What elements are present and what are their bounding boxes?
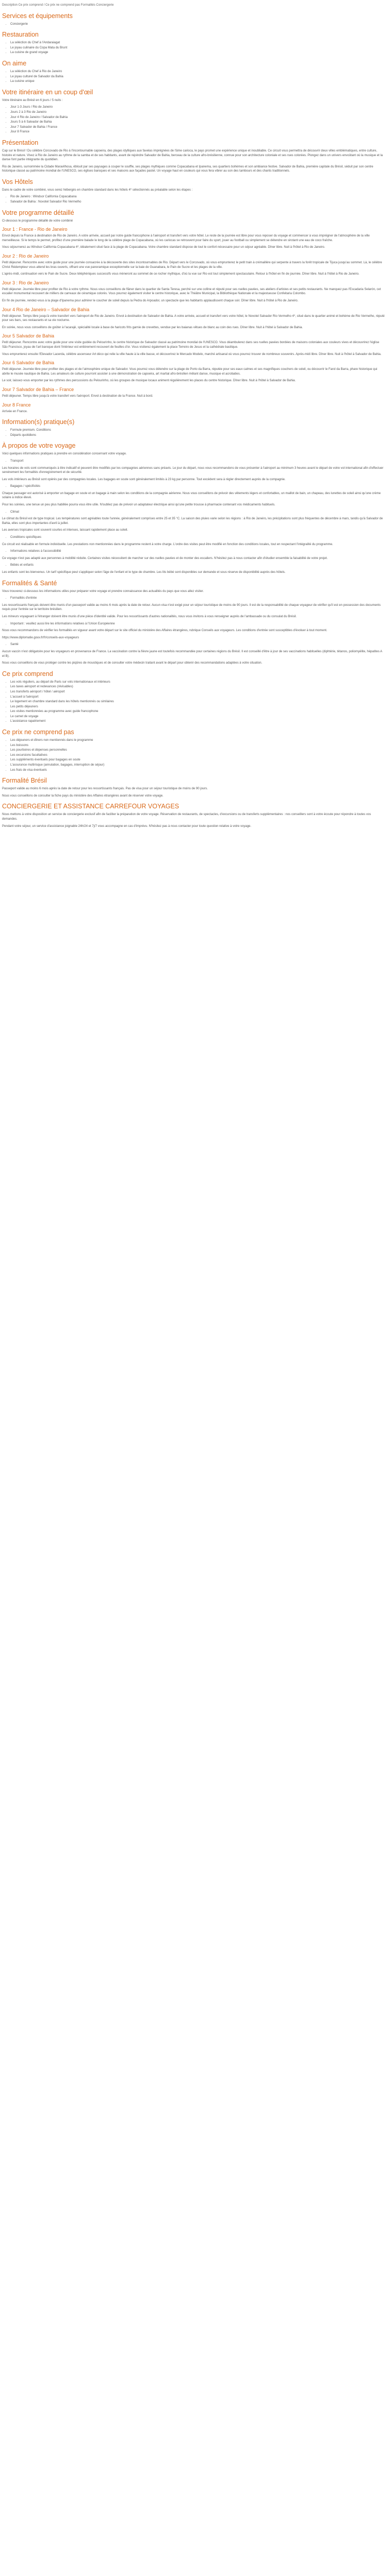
conciergerie-body: [2, 812, 385, 828]
list-item: • Salvador de Bahia : Novotel Salvador Rio Vermelho: [10, 200, 385, 205]
hotels-heading: Vos Hôtels: [2, 178, 33, 185]
inclus-list: [2, 680, 385, 724]
day-heading: Jour 5 Salvador de Bahia: [2, 333, 55, 339]
programme-days: [2, 227, 385, 414]
list-item: • Rio de Janeiro : Windsor California Copacabana: [10, 195, 385, 199]
list-item: • Les taxes aéroport et redevances (révisables): [10, 685, 385, 689]
day-heading: Jour 6 Salvador de Bahia: [2, 360, 55, 366]
section-paragraph: Les ressortissants français doivent être munis d'un passeport valide au moins 6 mois après la date de retour. Aucun visa n'est exigé pour un séjour touristique de moins de 90 jours. Il est de la responsabilité de chaque voyageur de vérifier qu'il est en possession des documents requis pour l'entrée sur le territoire brésilien.: [2, 603, 381, 612]
hotels-intro: Dans le cadre de votre combiné, vous serez hébergés en chambre standard dans les hôtels 4* sélectionnés au préalable selon les étapes :: [2, 188, 193, 192]
on-aime-list: [2, 70, 385, 84]
list-item: • L'assurance multirisque (annulation, bagages, interruption de séjour): [10, 763, 385, 768]
paragraph: Cap sur le Brésil ! Du célèbre Corcovado de Rio à l'incontournable capoeira, des plages idylliques aux favelas imprégnées de l'âme carioca, le pays promet une expérience unique et inoubliable. Ce circuit vous permettra de découvrir deux villes emblématiques, entre culture, histoire et nature. Vivez à Rio de Janeiro au rythme de la samba et de ses habitants, avant de rejoindre Salvador de Bahia, berceau de la culture afro-brésilienne, connue pour son architecture coloniale et ses rues colorées. Plongez dans un univers envoûtant où la musique et la danse font partie intégrante du quotidien.: [2, 149, 383, 162]
list-item: • Les suppléments éventuels pour bagages en soute: [10, 758, 385, 762]
day-paragraph: Petit déjeuner. Journée libre pour profiter des plages et de l'atmosphère unique de Salvador. Vous pourrez vous détendre sur la plage de Porto da Barra, réputée pour ses eaux calmes et ses magnifiques couchers de soleil, ou découvrir le Farol da Barra, phare historique qui abrite le musée nautique de Bahia. Les amateurs de culture pourront assister à une démonstration de capoeira, art martial afro-brésilien mêlant danse, musique et acrobaties.: [2, 368, 378, 376]
list-item: • La séléction du Chef à l'Andaraiagat: [10, 41, 385, 45]
day-paragraph: Petit déjeuner. Temps libre jusqu'à votre transfert vers l'aéroport de Rio de Janeiro. Envol à destination de Salvador de Bahia. A votre arrivée, accueil et transfert vers votre hôtel, le Novotel Salvador Rio Vermelho 4*, situé dans le quartier animé et bohème de Rio Vermelho, réputé pour ses bars, ses restaurants et sa vie nocturne.: [2, 314, 385, 323]
section-paragraph: Les enfants sont les bienvenus. Un tarif spécifique peut s'appliquer selon l'âge de l'enfant et le type de chambre. Les lits bébé sont disponibles sur demande et sous réserve de disponibilité auprès des hôtels.: [2, 571, 286, 574]
section-label: • Formalités d'entrée: [10, 596, 385, 601]
list-item: • Les déjeuners et dîners non mentionnés dans le programme: [10, 738, 385, 743]
section-label: • Transport: [10, 459, 385, 464]
section-paragraph: Pour les soirées, une tenue un peu plus habillée pourra vous être utile. N'oubliez pas de prévoir un adaptateur électrique ainsi qu'une petite trousse à pharmacie contenant vos médicaments habituels.: [2, 503, 275, 507]
list-item: • Le carnet de voyage: [10, 715, 385, 719]
list-item: • Jours 5 à 6 Salvador de Bahia: [10, 120, 385, 125]
itinerary-heading: Votre itinéraire en un coup d'œil: [2, 88, 93, 96]
list-item: • Les excursions facultatives: [10, 753, 385, 758]
list-item: • Départs quotidiens: [10, 433, 385, 438]
day-paragraph: Vous emprunterez ensuite l'Elevador Lacerda, célèbre ascenseur Art déco qui relie la ville haute à la ville basse, et découvrirez le Mercado Modelo, marché artisanal où vous pourrez trouver de nombreux souvenirs. Après-midi libre. Dîner libre. Nuit à l'hôtel à Salvador de Bahia.: [2, 352, 382, 356]
list-item: • Les vols réguliers, au départ de Paris sur vols internationaux et intérieurs: [10, 680, 385, 685]
list-item: • Les boissons: [10, 743, 385, 748]
informations-list: [2, 428, 385, 437]
day-paragraph: Vous séjournerez au Windsor California Copacabana 4*, idéalement situé face à la plage de Copacabana. Votre chambre standard dispose de tout le confort nécessaire pour un séjour agréable. Dîner libre. Nuit à l'hôtel à Rio de Janeiro.: [2, 246, 325, 249]
section-label: • Santé: [10, 642, 385, 647]
itinerary-intro: Votre itinéraire au Brésil en 6 jours / 5 nuits :: [2, 98, 63, 102]
list-item: • Formule premium. Conditions: [10, 428, 385, 433]
paragraph: Pendant votre séjour, un service d'assistance joignable 24h/24 et 7j/7 vous accompagne en cas d'imprévu. N'hésitez pas à nous contacter pour toute question relative à votre voyage.: [2, 824, 252, 828]
about-heading: À propos de votre voyage: [2, 442, 76, 450]
section-paragraph: Les mineurs voyageant à l'étranger doivent être munis d'une pièce d'identité valide. Pour les ressortissants d'autres nationalités, nous vous invitons à vous renseigner auprès de l'ambassade ou du consulat du Brésil.: [2, 615, 297, 618]
day-heading: Jour 1 : France - Rio de Janeiro: [2, 227, 68, 232]
page: [0, 0, 387, 837]
day-paragraph: Arrivée en France.: [2, 410, 28, 413]
section-paragraph: Nous vous recommandons de vérifier les formalités en vigueur avant votre départ sur le site officiel du ministère des Affaires étrangères, rubrique Conseils aux voyageurs. Les conditions d'entrée sont susceptibles d'évoluer à tout moment.: [2, 629, 328, 633]
section-label-list: [2, 622, 385, 626]
list-item: • Jour 7 Salvador de Bahia / France: [10, 125, 385, 130]
section-paragraph: Le climat du Brésil est de type tropical. Les températures sont agréables toute l'année, généralement comprises entre 25 et 35 °C. La saison des pluies varie selon les régions : à Rio de Janeiro, les précipitations sont plus fréquentes de décembre à mars, tandis qu'à Salvador de Bahia, elles sont plus importantes d'avril à juillet.: [2, 517, 383, 525]
presentation-heading: Présentation: [2, 139, 39, 146]
day-heading: Jour 8 France: [2, 402, 31, 408]
formalites-sections: [2, 596, 385, 666]
about-sections: [2, 459, 385, 575]
section-label: • Important : veuillez aussi lire les informations relatives à l'Union Européenne: [10, 622, 385, 626]
list-item: • Le joyau culinaire du Copa Mata du Brunt: [10, 46, 385, 50]
services-list: [2, 22, 385, 27]
conciergerie-heading: CONCIERGERIE ET ASSISTANCE CARREFOUR VOYAGES: [2, 803, 180, 810]
section-label: • Climat: [10, 510, 385, 515]
section-paragraph: Aucun vaccin n'est obligatoire pour les voyageurs en provenance de France. La vaccination contre la fièvre jaune est toutefois recommandée pour certaines régions du Brésil. Il est conseillé d'être à jour de ses vaccinations habituelles (diphtérie, tétanos, poliomyélite, hépatites A et B).: [2, 650, 382, 658]
day-heading: Jour 2 : Rio de Janeiro: [2, 253, 49, 259]
non-inclus-list: [2, 738, 385, 772]
day-paragraph: Petit déjeuner. Rencontre avec votre guide pour une visite guidée du Pelourinho, le centre historique de Salvador classé au patrimoine mondial de l'UNESCO. Vous déambulerez dans ses ruelles pavées bordées de maisons coloniales aux couleurs vives et découvrirez l'église São Francisco, joyau de l'art baroque dont l'intérieur est entièrement recouvert de feuilles d'or. Vous visiterez également la place Terreiro de Jesus et la cathédrale basilique.: [2, 341, 380, 349]
formalite-bresil-heading: Formalité Brésil: [2, 777, 47, 785]
paragraph: Nous mettons à votre disposition un service de conciergerie exclusif afin de faciliter la préparation de votre voyage. Réservation de restaurants, de spectacles, d'excursions ou de transferts supplémentaires : nos conseillers sont à votre écoute pour répondre à toutes vos demandes.: [2, 813, 371, 821]
day-heading: Jour 4 Rio de Janeiro – Salvador de Bahia: [2, 307, 90, 312]
section-paragraph: Chaque passager est autorisé à emporter un bagage en soute et un bagage à main selon les conditions de la compagnie aérienne. Nous vous conseillons de prévoir des vêtements légers et confortables, un maillot de bain, un chapeau, des lunettes de soleil ainsi qu'une crème solaire à indice élevé.: [2, 492, 381, 500]
section-label: • Informations relatives à l'accessibilité: [10, 549, 385, 554]
formalite-bresil-body: [2, 787, 385, 798]
section-label: • Bébés et enfants: [10, 563, 385, 568]
programme-heading: Votre programme détaillé: [2, 209, 74, 216]
list-item: • L'accueil à l'aéroport: [10, 695, 385, 700]
section-paragraph: Ce circuit est réalisable en formule individuelle. Les prestations non mentionnées dans le programme restent à votre charge. L'ordre des visites peut être modifié en fonction des conditions locales, tout en respectant l'intégralité du programme.: [2, 543, 333, 546]
restauration-list: [2, 41, 385, 55]
list-item: • Les frais de visa éventuels: [10, 768, 385, 773]
list-item: • Jours 2 à 3 Rio de Janeiro: [10, 110, 385, 115]
list-item: • Jour 4 Rio de Janeiro / Salvador de Bahia: [10, 115, 385, 120]
presentation-body: [2, 149, 385, 174]
itinerary-list: [2, 105, 385, 134]
list-item: • Jour 1-3 Jours / Rio de Janeiro: [10, 105, 385, 110]
section-label-list: [2, 563, 385, 568]
section-label: • Conditions spécifiques: [10, 535, 385, 540]
paragraph: Nous vous conseillons de consulter la fiche pays du ministère des Affaires étrangères avant de réserver votre voyage.: [2, 794, 164, 798]
list-item: • Jour 8 France: [10, 130, 385, 134]
section-paragraph: Ce voyage n'est pas adapté aux personnes à mobilité réduite. Certaines visites nécessitent de marcher sur des ruelles pavées et de monter des escaliers. N'hésitez pas à nous contacter afin d'étudier ensemble la faisabilité de votre projet.: [2, 556, 328, 560]
section-label-list: [2, 549, 385, 554]
day-paragraph: Envol depuis la France à destination de Rio de Janeiro. A votre arrivée, accueil par notre guide francophone à l'aéroport et transfert vers votre hôtel. Le reste de la journée est libre pour vous reposer du voyage et commencer à vous imprégner de l'atmosphère de la ville merveilleuse. Si le temps le permet, profitez d'une première balade le long de la célèbre plage de Copacabana, où les cariocas se retrouvent pour faire du sport, jouer au football ou simplement se détendre en sirotant une eau de coco fraîche.: [2, 234, 370, 242]
list-item: • Les transferts aéroport / hôtel / aéroport: [10, 690, 385, 694]
section-paragraph: Les horaires de vols sont communiqués à titre indicatif et peuvent être modifiés par les compagnies aériennes sans préavis. Le jour du départ, nous vous recommandons de vous présenter à l'aéroport au minimum 3 heures avant le départ de votre vol international afin d'effectuer sereinement les formalités d'enregistrement et de sécurité.: [2, 466, 384, 474]
formalites-heading: Formalités & Santé: [2, 579, 57, 587]
list-item: • La cuisine de grand voyage: [10, 50, 385, 55]
day-paragraph: L'après-midi, continuation vers le Pain de Sucre. Deux téléphériques successifs vous mèneront au sommet de ce rocher mythique, d'où la vue sur Rio est tout simplement spectaculaire. Retour à l'hôtel en fin de journée. Dîner libre. Nuit à l'hôtel à Rio de Janeiro.: [2, 273, 360, 276]
day-heading: Jour 3 : Rio de Janeiro: [2, 280, 49, 285]
day-paragraph: Le soir, laissez-vous emporter par les rythmes des percussions du Pelourinho, où les groupes de musique locaux animent régulièrement les places du centre historique. Dîner libre. Nuit à l'hôtel à Salvador de Bahia.: [2, 379, 296, 383]
list-item: • La cuisine unique: [10, 79, 385, 84]
section-label-list: [2, 642, 385, 647]
services-heading: Services et équipements: [2, 12, 73, 20]
page-subtitle: Description Ce prix comprend / Ce prix ne comprend pas Formalités Conciergerie: [2, 4, 114, 7]
non-inclus-heading: Ce prix ne comprend pas: [2, 728, 74, 736]
list-item: • La séléction du Chef à Rio de Janeiro: [10, 70, 385, 74]
hotels-list: [2, 195, 385, 204]
section-paragraph: Nous vous conseillons de vous protéger contre les piqûres de moustiques et de consulter votre médecin traitant avant le départ pour obtenir des recommandations adaptées à votre situation.: [2, 662, 263, 665]
paragraph: Rio de Janeiro, surnommée la Cidade Maravilhosa, éblouit par ses paysages à couper le souffle, ses plages mythiques comme Copacabana et Ipanema, ses quartiers bohèmes et son ambiance festive. Salvador de Bahia, première capitale du Brésil, séduit par son centre historique classé au patrimoine mondial de l'UNESCO, ses églises baroques et ses maisons aux façades pastel. Un voyage haut en couleurs qui vous fera vibrer au son des tambours et des chants traditionnels.: [2, 165, 373, 173]
section-label-list: [2, 535, 385, 540]
section-label-list: [2, 596, 385, 601]
list-item: • Les visites mentionnées au programme avec guide francophone: [10, 709, 385, 714]
list-item: • Les petits déjeuners: [10, 705, 385, 709]
day-heading: Jour 7 Salvador de Bahia – France: [2, 386, 74, 392]
day-paragraph: Petit déjeuner. Rencontre avec votre guide pour une journée consacrée à la découverte des sites incontournables de Rio. Départ vers le Corcovado, où vous emprunterez le petit train à crémaillère qui serpente à travers la forêt tropicale de Tijuca jusqu'au sommet. Là, le célèbre Christ Rédempteur vous attend les bras ouverts, offrant une vue panoramique exceptionnelle sur la baie de Guanabara, le Pain de Sucre et les plages de la ville.: [2, 261, 382, 269]
day-paragraph: En soirée, nous vous conseillons de goûter à l'acarajé, spécialité locale à base de haricots frits garnie de crevettes, vendue par les baianas vêtues de blanc au coin des rues. Dîner libre. Nuit à l'hôtel à Salvador de Bahia.: [2, 326, 303, 329]
section-label-list: [2, 484, 385, 489]
day-paragraph: Petit déjeuner. Journée libre pour profiter de Rio à votre rythme. Nous vous conseillons de flâner dans le quartier de Santa Teresa, perché sur une colline et réputé pour ses ruelles pavées, ses ateliers d'artistes et ses petits restaurants. Ne manquez pas l'Escadaria Selarón, cet escalier monumental recouvert de milliers de carreaux de céramique colorés. Vous pourrez également visiter le centre historique, avec le Théâtre Municipal, la Bibliothèque Nationale et la majestueuse Confeitaria Colombo.: [2, 287, 381, 296]
list-item: • Les pourboires et dépenses personnelles: [10, 748, 385, 753]
day-paragraph: Petit déjeuner. Temps libre jusqu'à votre transfert vers l'aéroport. Envol à destination de la France. Nuit à bord.: [2, 394, 153, 398]
section-paragraph: https://www.diplomatie.gouv.fr/fr/conseils-aux-voyageurs: [2, 636, 79, 639]
programme-intro: Ci-dessous le programme détaillé de votre combiné: [2, 219, 73, 223]
list-item: • Le logement en chambre standard dans les hôtels mentionnés ou similaires: [10, 700, 385, 704]
restauration-heading: Restauration: [2, 31, 39, 39]
list-item: • L'assistance rapatriement: [10, 719, 385, 724]
informations-heading: Information(s) pratique(s): [2, 418, 75, 426]
section-label-list: [2, 510, 385, 515]
on-aime-heading: On aime: [2, 59, 27, 67]
section-paragraph: Les vols intérieurs au Brésil sont opérés par des compagnies locales. Les bagages en soute sont généralement limités à 23 kg par personne. Tout excédent sera à régler directement auprès de la compagnie.: [2, 478, 286, 481]
list-item: • Conciergerie: [10, 22, 385, 27]
section-paragraph: Les averses tropicales sont souvent courtes et intenses, laissant rapidement place au soleil.: [2, 529, 128, 532]
list-item: • Le joyau culturel de Salvador da Bahia: [10, 75, 385, 79]
inclus-heading: Ce prix comprend: [2, 670, 53, 677]
day-paragraph: En fin de journée, rendez-vous à la plage d'Ipanema pour admirer le coucher de soleil depuis la Pedra do Arpoador, un spectacle que les habitants applaudissent chaque soir. Dîner libre. Nuit à l'hôtel à Rio de Janeiro.: [2, 299, 299, 302]
formalites-intro: Vous trouverez ci-dessous les informations utiles pour préparer votre voyage et prendre connaissance des actualités du pays que vous allez visiter.: [2, 589, 204, 593]
about-intro: Voici quelques informations pratiques à prendre en considération concernant votre voyage.: [2, 452, 127, 456]
section-label: • Bagages / spécificités: [10, 484, 385, 489]
paragraph: Passeport valide au moins 6 mois après la date de retour pour les ressortissants français. Pas de visa pour un séjour touristique de moins de 90 jours.: [2, 787, 208, 791]
section-label-list: [2, 459, 385, 464]
